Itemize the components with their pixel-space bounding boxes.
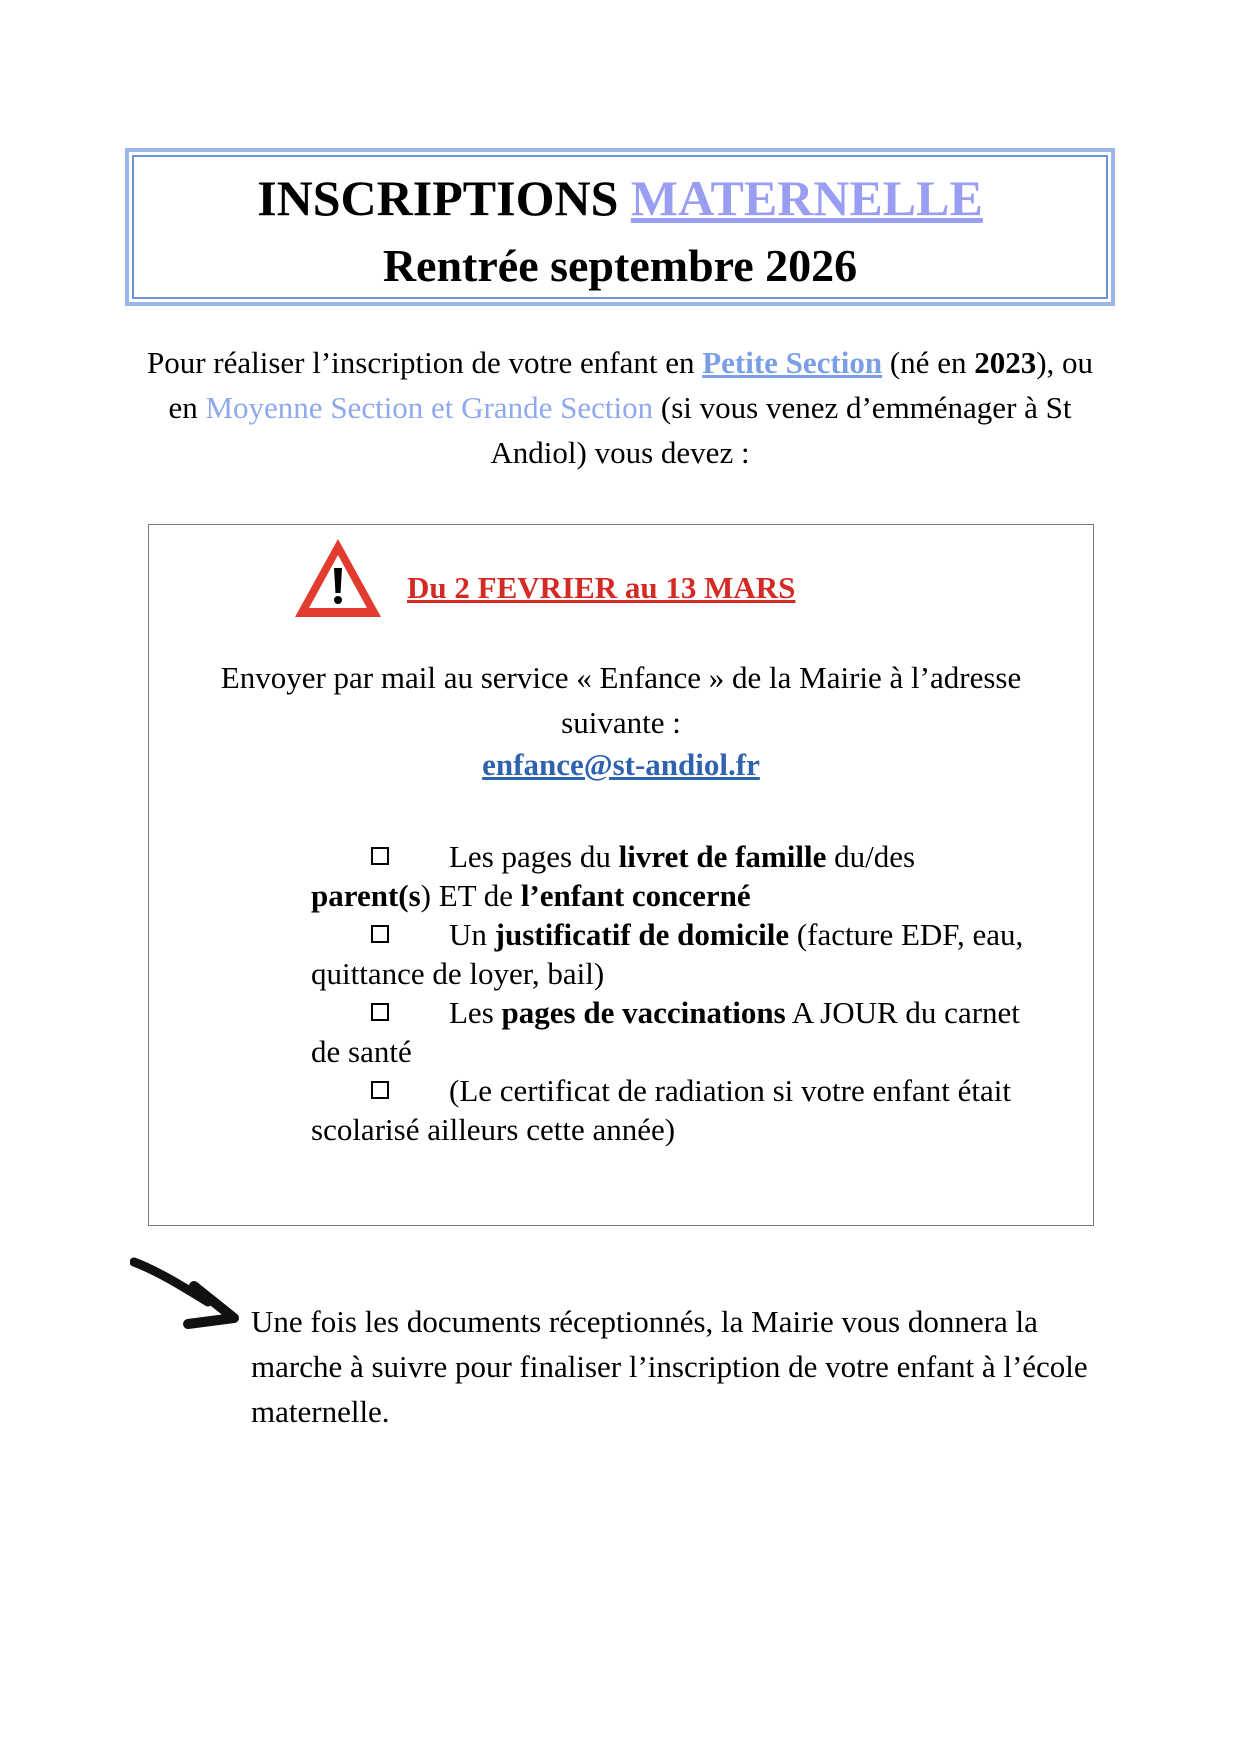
item-bold-text: pages de vaccinations [501, 995, 786, 1030]
intro-text-4: (si vous venez d’emménager à St Andiol) vous devez : [490, 390, 1072, 470]
email-link[interactable]: enfance@st-andiol.fr [482, 747, 760, 782]
checkbox-icon [371, 847, 389, 865]
title-inscriptions: INSCRIPTIONS [257, 170, 619, 226]
checklist-item [311, 993, 1031, 1071]
item-text: Les [449, 995, 502, 1030]
intro-year: 2023 [974, 345, 1037, 380]
item-text: A JOUR du carnet de santé [311, 995, 1020, 1069]
moyenne-grande-section-label: Moyenne Section et Grande Section [205, 390, 654, 425]
checklist-item [311, 915, 1031, 993]
send-instructions: Envoyer par mail au service « Enfance » de la Mairie à l’adresse suivante : [220, 660, 1022, 740]
petite-section-label: Petite Section [702, 345, 883, 380]
registration-dates: Du 2 FEVRIER au 13 MARS [407, 570, 796, 605]
checklist-item [311, 837, 1031, 915]
item-text: du/des [826, 839, 916, 874]
checklist-item [311, 1071, 1031, 1149]
intro-text-1: Pour réaliser l’inscription de votre enfant en [146, 345, 703, 380]
item-text: Les pages du [449, 839, 619, 874]
document-checklist [311, 837, 1031, 1149]
page-subtitle: Rentrée septembre 2026 [382, 240, 858, 291]
title-maternelle: MATERNELLE [630, 170, 983, 226]
item-text: ) ET de [420, 878, 521, 913]
checkbox-icon [371, 1081, 389, 1099]
item-text: (Le certificat de radiation si votre enfant était scolarisé ailleurs cette année) [311, 1073, 1012, 1147]
title-box [125, 148, 1115, 306]
checkbox-icon [371, 925, 389, 943]
intro-text-2: (né en [882, 345, 975, 380]
intro-text-3: ), ou en [168, 345, 1094, 425]
notice-box [148, 524, 1094, 1226]
item-bold-text: livret de famille [618, 839, 827, 874]
closing-paragraph [148, 1299, 1128, 1434]
page-title [129, 168, 1111, 228]
item-bold-text: l’enfant concerné [520, 878, 751, 913]
intro-paragraph [140, 340, 1100, 475]
item-text: (facture EDF, eau, quittance de loyer, bail) [311, 917, 1024, 991]
item-bold-text: parent(s [311, 878, 421, 913]
item-bold-text: justificatif de domicile [494, 917, 790, 952]
checkbox-icon [371, 1003, 389, 1021]
closing-text: Une fois les documents réceptionnés, la Mairie vous donnera la marche à suivre pour finaliser l’inscription de votre enfant à l’école maternelle. [251, 1304, 1088, 1429]
warning-triangle-icon [291, 535, 385, 621]
item-text: Un [449, 917, 495, 952]
